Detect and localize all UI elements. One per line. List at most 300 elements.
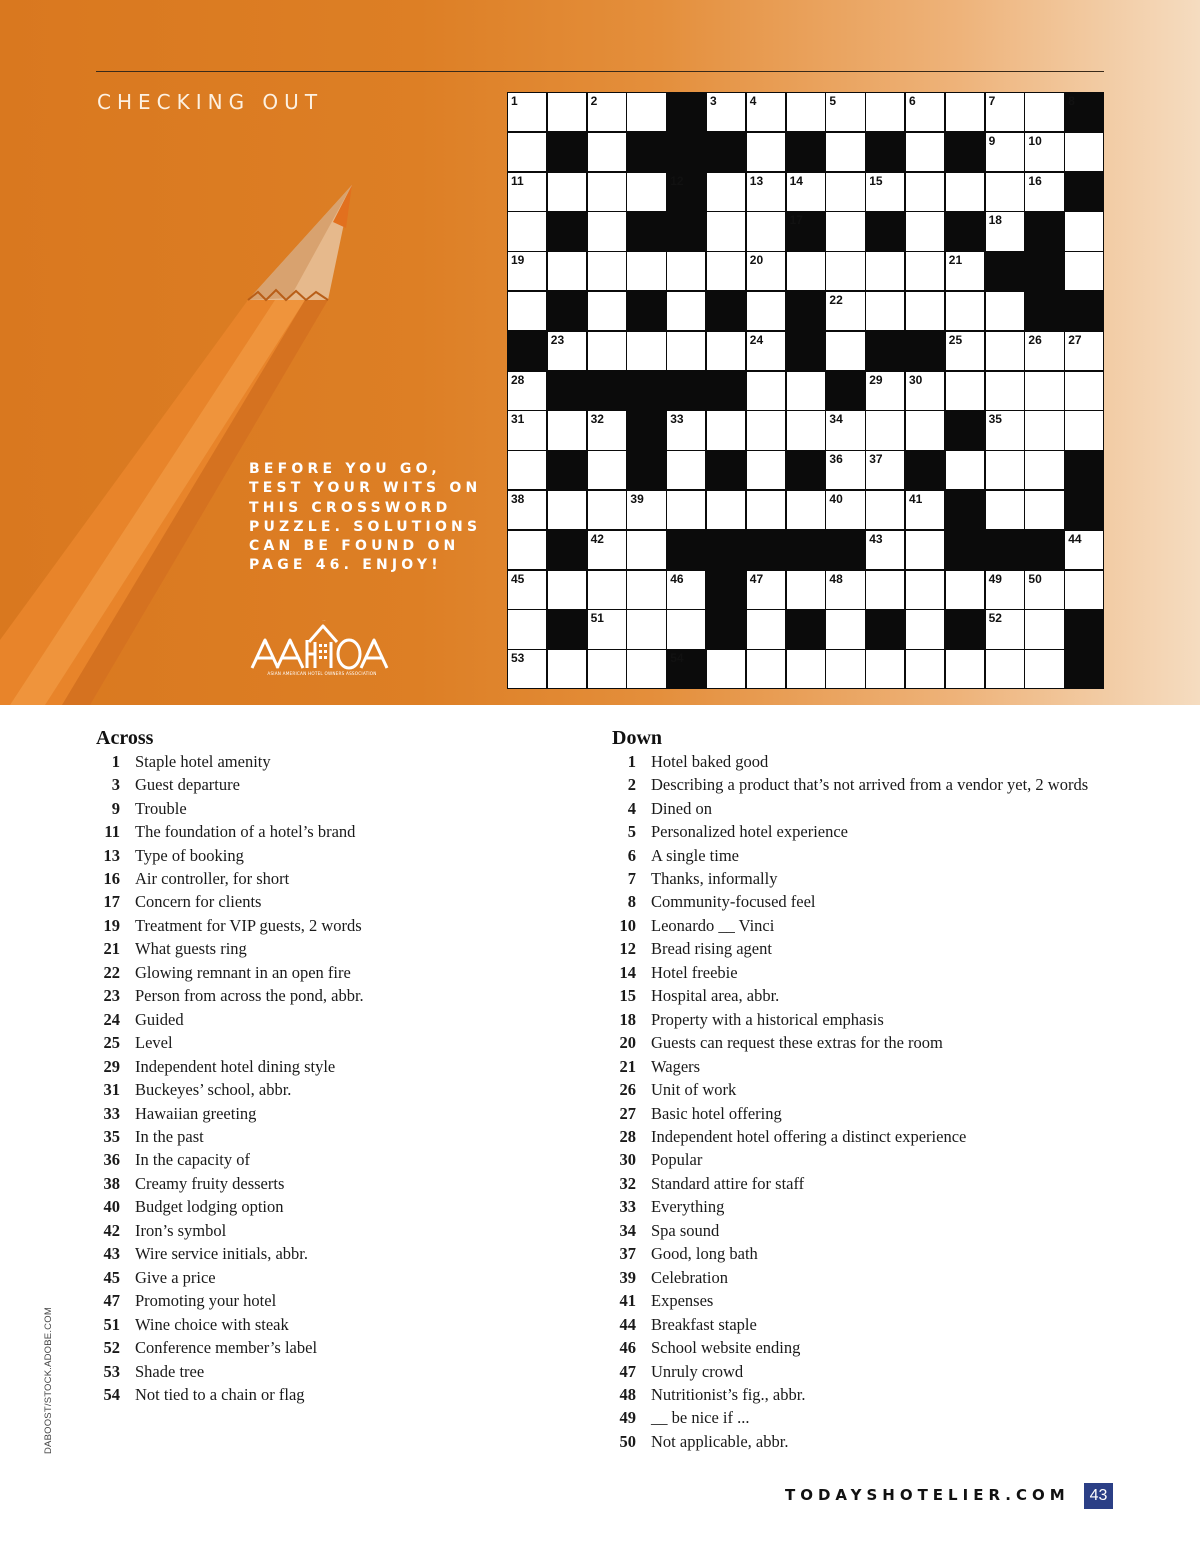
logo-wordmark: AAHOA [322,621,326,622]
grid-block [786,530,826,570]
grid-cell[interactable] [1064,251,1104,291]
cell-number: 10 [1028,133,1042,148]
grid-cell[interactable] [1024,132,1064,172]
grid-cell[interactable] [1024,609,1064,649]
grid-cell[interactable] [706,172,746,212]
clue-item [96,1383,364,1406]
grid-cell[interactable] [1024,331,1064,371]
grid-cell[interactable] [666,331,706,371]
grid-cell[interactable] [786,649,826,689]
grid-cell[interactable] [547,649,587,689]
grid-cell[interactable] [985,331,1025,371]
grid-cell[interactable] [666,609,706,649]
clue-item [612,1149,1088,1172]
cell-number: 19 [511,253,525,268]
grid-cell[interactable] [985,172,1025,212]
cell-number: 17 [789,213,803,228]
intro-line: THIS CROSSWORD [249,499,452,516]
grid-cell[interactable] [825,92,865,132]
grid-block [1024,211,1064,251]
cell-number: 23 [550,332,565,347]
grid-cell[interactable] [746,609,786,649]
grid-cell[interactable] [706,92,746,132]
grid-cell[interactable] [825,251,865,291]
grid-cell[interactable] [746,132,786,172]
grid-cell[interactable] [666,251,706,291]
grid-cell[interactable] [985,211,1025,251]
cell-number: 7 [988,94,996,108]
clue-text: Thanks, informally [651,868,778,888]
grid-cell[interactable] [905,609,945,649]
grid-cell[interactable] [945,331,985,371]
grid-cell[interactable] [945,92,985,132]
grid-block [626,291,666,331]
grid-cell[interactable] [746,371,786,411]
clue-text: Dined on [651,798,712,818]
grid-cell[interactable] [626,172,666,212]
cell-number: 37 [869,452,883,467]
clue-number: 13 [103,845,120,865]
grid-block [786,331,826,371]
cell-number: 41 [909,492,923,506]
grid-cell[interactable] [507,251,547,291]
footer-site[interactable]: TODAYSHOTELIER.COM [785,1486,1070,1504]
grid-cell[interactable] [507,172,547,212]
grid-cell[interactable] [865,450,905,490]
grid-cell[interactable] [746,649,786,689]
grid-cell[interactable] [626,609,666,649]
grid-cell[interactable] [587,609,627,649]
clue-text: Describing a product that’s not arrived from a vendor yet, 2 words [651,775,1089,795]
grid-cell[interactable] [626,331,666,371]
grid-cell[interactable] [865,251,905,291]
grid-cell[interactable] [587,570,627,610]
grid-cell[interactable] [905,211,945,251]
grid-block [786,609,826,649]
grid-cell[interactable] [746,172,786,212]
grid-cell[interactable] [905,410,945,450]
grid-cell[interactable] [786,490,826,530]
grid-block [786,291,826,331]
clue-number: 11 [104,822,120,842]
clue-text: Shade tree [135,1361,205,1381]
across-heading: Across [96,727,154,749]
clue-item [96,1102,364,1125]
grid-cell[interactable] [507,609,547,649]
grid-cell[interactable] [945,251,985,291]
grid-cell[interactable] [786,92,826,132]
grid-cell[interactable] [706,211,746,251]
cell-number: 6 [909,94,916,108]
grid-cell[interactable] [507,490,547,530]
grid-cell[interactable] [1024,410,1064,450]
cell-number: 22 [829,293,843,307]
grid-block [1064,291,1104,331]
grid-cell[interactable] [1064,211,1104,251]
grid-cell[interactable] [746,490,786,530]
grid-block [626,410,666,450]
grid-block [1024,530,1064,570]
grid-block [786,450,826,490]
grid-cell[interactable] [547,92,587,132]
grid-block [945,609,985,649]
grid-cell[interactable] [587,331,627,371]
clue-number: 1 [111,751,120,771]
grid-cell[interactable] [825,172,865,212]
cell-number: 29 [869,372,883,387]
clue-number: 7 [627,868,636,888]
grid-cell[interactable] [547,410,587,450]
clue-text: Person from across the pond, abbr. [135,986,364,1006]
clue-number: 6 [627,845,636,865]
grid-cell[interactable] [945,649,985,689]
grid-cell[interactable] [1024,172,1064,212]
clue-text: Trouble [135,798,187,818]
grid-cell[interactable] [746,92,786,132]
grid-cell[interactable] [905,251,945,291]
grid-cell[interactable] [1024,92,1064,132]
grid-cell[interactable] [587,251,627,291]
grid-cell[interactable] [626,490,666,530]
grid-cell[interactable] [507,132,547,172]
grid-cell[interactable] [706,331,746,371]
grid-cell[interactable] [985,371,1025,411]
grid-cell[interactable] [945,570,985,610]
photo-credit-text: DABOOST/STOCK.ADOBE.COM [43,1307,54,1454]
grid-cell[interactable] [547,172,587,212]
grid-cell[interactable] [547,251,587,291]
clue-item [612,985,1088,1008]
clue-number: 17 [103,892,120,912]
clue-number: 37 [619,1244,636,1264]
grid-block [706,132,746,172]
grid-cell[interactable] [1064,132,1104,172]
grid-cell[interactable] [825,410,865,450]
grid-cell[interactable] [706,490,746,530]
clue-text: Concern for clients [135,892,262,912]
cell-number: 2 [590,94,598,108]
clue-text: Level [135,1033,173,1053]
grid-cell[interactable] [507,92,547,132]
clue-number: 3 [111,775,120,795]
grid-cell[interactable] [985,450,1025,490]
clue-number: 27 [619,1103,636,1123]
clue-text: Wire service initials, abbr. [135,1244,308,1264]
cell-number: 3 [710,94,717,108]
grid-cell[interactable] [865,410,905,450]
clue-text: Glowing remnant in an open fire [135,962,351,982]
grid-cell[interactable] [905,371,945,411]
cell-number: 21 [948,253,963,268]
intro-line: PUZZLE. SOLUTIONS [249,518,482,535]
clue-text: Air controller, for short [135,868,290,888]
grid-cell[interactable] [1064,331,1104,371]
clue-item [96,867,364,890]
grid-cell[interactable] [985,609,1025,649]
grid-cell[interactable] [825,291,865,331]
grid-cell[interactable] [905,132,945,172]
grid-block [1024,291,1064,331]
cell-number: 45 [511,571,525,586]
grid-block [666,211,706,251]
grid-cell[interactable] [746,331,786,371]
clue-item [96,961,364,984]
grid-cell[interactable] [626,92,666,132]
clue-text: __ be nice if ... [651,1408,750,1428]
grid-cell[interactable] [985,291,1025,331]
cell-number: 15 [869,173,883,188]
grid-cell[interactable] [666,570,706,610]
clue-text: Treatment for VIP guests, 2 words [135,915,362,935]
clue-text: Guests can request these extras for the room [651,1033,943,1053]
cell-number: 46 [670,571,684,586]
section-title: CHECKING OUT [97,90,324,114]
grid-cell[interactable] [587,450,627,490]
grid-cell[interactable] [825,132,865,172]
grid-cell[interactable] [507,570,547,610]
grid-cell[interactable] [825,490,865,530]
clue-item [96,1313,364,1336]
grid-cell[interactable] [905,530,945,570]
grid-cell[interactable] [587,649,627,689]
grid-cell[interactable] [587,92,627,132]
grid-cell[interactable] [587,172,627,212]
cell-number: 12 [670,173,684,188]
grid-cell[interactable] [786,172,826,212]
grid-cell[interactable] [547,331,587,371]
clue-text: Hospital area, abbr. [651,986,780,1006]
grid-block [547,371,587,411]
grid-cell[interactable] [626,570,666,610]
cell-number: 51 [590,611,604,626]
grid-cell[interactable] [507,530,547,570]
grid-cell[interactable] [1024,371,1064,411]
grid-block [706,450,746,490]
clue-item [612,1289,1088,1312]
clue-text: Standard attire for staff [651,1173,805,1193]
grid-cell[interactable] [786,371,826,411]
grid-block [666,132,706,172]
clue-text: Nutritionist’s fig., abbr. [651,1384,806,1404]
cell-number: 35 [988,412,1002,427]
grid-cell[interactable] [985,410,1025,450]
clue-item [612,1078,1088,1101]
grid-cell[interactable] [1064,410,1104,450]
grid-cell[interactable] [1064,530,1104,570]
grid-cell[interactable] [1024,490,1064,530]
grid-cell[interactable] [905,490,945,530]
grid-block [825,530,865,570]
grid-cell[interactable] [945,172,985,212]
grid-cell[interactable] [825,450,865,490]
grid-cell[interactable] [666,291,706,331]
grid-cell[interactable] [507,211,547,251]
grid-cell[interactable] [985,649,1025,689]
grid-cell[interactable] [587,132,627,172]
grid-cell[interactable] [905,291,945,331]
grid-cell[interactable] [507,649,547,689]
cell-number: 40 [829,492,843,506]
grid-cell[interactable] [786,570,826,610]
clue-number: 51 [103,1314,120,1334]
grid-cell[interactable] [786,251,826,291]
grid-cell[interactable] [666,490,706,530]
clue-text: Hotel baked good [651,751,769,771]
clue-number: 39 [619,1267,636,1287]
grid-cell[interactable] [626,251,666,291]
grid-cell[interactable] [865,570,905,610]
clue-number: 33 [103,1103,120,1123]
clue-item [612,1313,1088,1336]
grid-cell[interactable] [825,570,865,610]
clue-text: Give a price [135,1267,216,1287]
grid-cell[interactable] [746,410,786,450]
grid-block [626,132,666,172]
grid-cell[interactable] [1024,450,1064,490]
grid-cell[interactable] [1064,371,1104,411]
house-icon [247,620,397,672]
clue-number: 48 [619,1384,636,1404]
grid-cell[interactable] [587,410,627,450]
intro-line: CAN BE FOUND ON [249,538,460,555]
grid-block [865,331,905,371]
clue-item [612,1102,1088,1125]
grid-cell[interactable] [865,172,905,212]
grid-cell[interactable] [666,450,706,490]
grid-cell[interactable] [1064,570,1104,610]
clue-text: Bread rising agent [651,939,772,959]
grid-cell[interactable] [865,490,905,530]
clue-number: 8 [627,892,636,912]
grid-block [666,530,706,570]
grid-cell[interactable] [825,211,865,251]
grid-cell[interactable] [507,450,547,490]
grid-cell[interactable] [706,251,746,291]
clue-number: 44 [619,1314,636,1334]
grid-block [706,530,746,570]
clue-text: In the capacity of [135,1150,250,1170]
grid-cell[interactable] [746,570,786,610]
clue-item [96,1125,364,1148]
cell-number: 28 [511,372,525,387]
grid-block [1064,92,1104,132]
grid-cell[interactable] [786,410,826,450]
cell-number: 42 [590,531,604,546]
clue-number: 52 [103,1338,120,1358]
cell-number: 47 [749,571,764,586]
clue-number: 45 [103,1267,120,1287]
grid-cell[interactable] [706,410,746,450]
across-clue-list [96,750,364,1407]
grid-cell[interactable] [945,371,985,411]
grid-cell[interactable] [547,570,587,610]
clue-text: Conference member’s label [135,1338,318,1358]
grid-cell[interactable] [985,490,1025,530]
cell-number: 27 [1068,332,1082,347]
clue-item [96,1031,364,1054]
grid-cell[interactable] [746,291,786,331]
grid-cell[interactable] [547,490,587,530]
grid-cell[interactable] [825,649,865,689]
clue-item [612,891,1088,914]
grid-cell[interactable] [985,92,1025,132]
clue-number: 23 [103,986,120,1006]
grid-cell[interactable] [1024,570,1064,610]
clue-number: 47 [103,1291,120,1311]
cell-number: 8 [1068,94,1075,108]
grid-cell[interactable] [945,291,985,331]
grid-block [1024,251,1064,291]
grid-cell[interactable] [626,649,666,689]
grid-block [666,92,706,132]
grid-cell[interactable] [985,570,1025,610]
grid-block [547,450,587,490]
clue-item [612,1219,1088,1242]
grid-cell[interactable] [507,371,547,411]
grid-cell[interactable] [626,530,666,570]
clue-item [96,1266,364,1289]
grid-cell[interactable] [865,530,905,570]
grid-cell[interactable] [507,410,547,450]
grid-cell[interactable] [905,570,945,610]
grid-cell[interactable] [865,649,905,689]
grid-cell[interactable] [746,211,786,251]
clue-item [612,1196,1088,1219]
grid-cell[interactable] [587,211,627,251]
clue-item [612,1125,1088,1148]
grid-cell[interactable] [587,291,627,331]
clue-text: Personalized hotel experience [651,822,848,842]
clue-number: 2 [627,775,636,795]
clue-number: 50 [619,1431,636,1451]
grid-cell[interactable] [865,371,905,411]
clue-text: Independent hotel offering a distinct experience [651,1126,967,1146]
intro-line: TEST YOUR WITS ON [249,480,482,497]
grid-cell[interactable] [905,172,945,212]
grid-cell[interactable] [825,331,865,371]
clue-item [612,961,1088,984]
clue-text: Promoting your hotel [135,1291,277,1311]
grid-cell[interactable] [905,92,945,132]
clue-number: 10 [619,915,636,935]
grid-cell[interactable] [1024,649,1064,689]
grid-cell[interactable] [945,450,985,490]
grid-cell[interactable] [825,609,865,649]
clue-item [612,773,1088,796]
grid-cell[interactable] [746,450,786,490]
grid-cell[interactable] [706,649,746,689]
grid-cell[interactable] [865,92,905,132]
clue-item [96,1149,364,1172]
grid-cell[interactable] [666,410,706,450]
grid-cell[interactable] [507,291,547,331]
grid-block [945,211,985,251]
grid-cell[interactable] [587,490,627,530]
cell-number: 9 [988,133,996,148]
grid-cell[interactable] [587,530,627,570]
cell-number: 31 [511,412,525,427]
grid-cell[interactable] [985,132,1025,172]
grid-cell[interactable] [865,291,905,331]
grid-cell[interactable] [905,649,945,689]
clue-item [96,985,364,1008]
cell-number: 5 [829,94,837,108]
grid-block [1064,450,1104,490]
cell-number: 4 [749,94,757,108]
clue-item [612,844,1088,867]
clue-number: 26 [619,1080,636,1100]
grid-cell[interactable] [746,251,786,291]
